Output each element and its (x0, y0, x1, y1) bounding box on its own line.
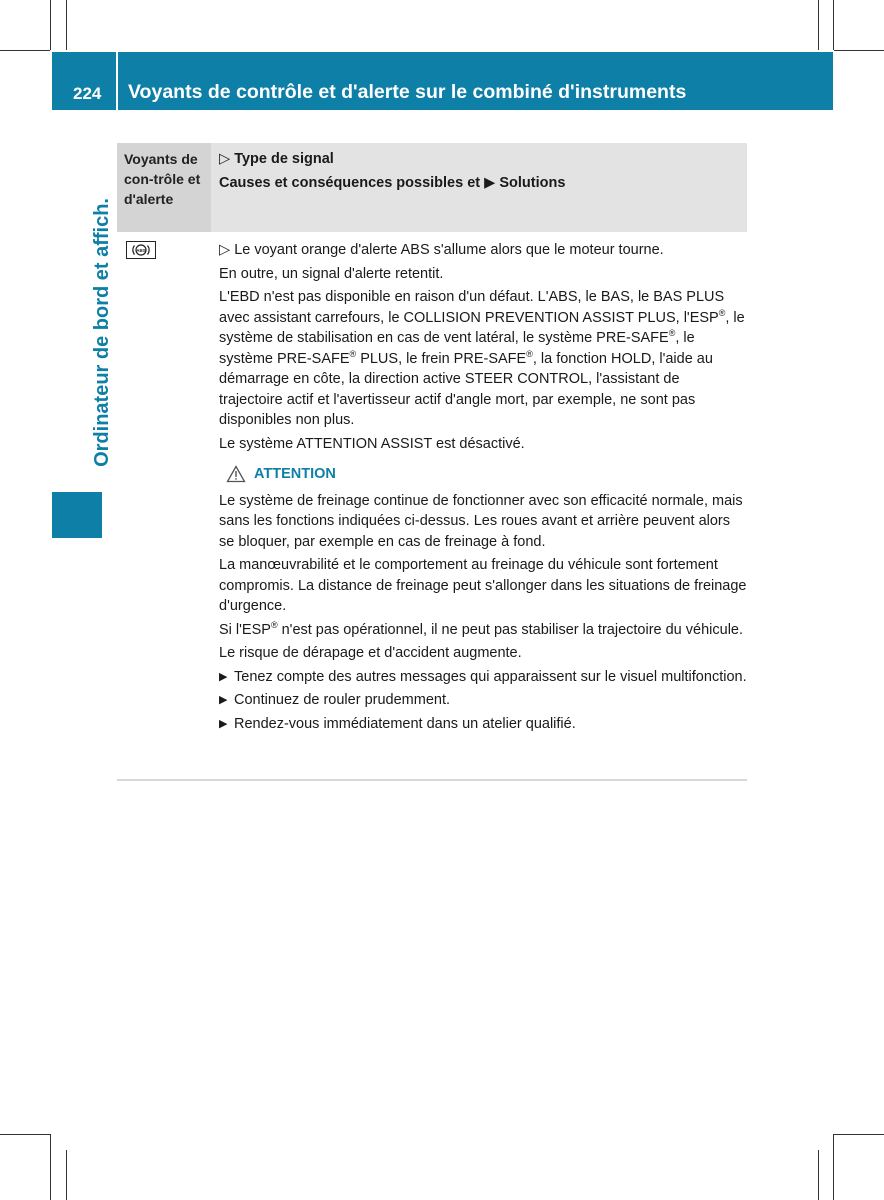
outline-triangle-icon: ▷ (219, 242, 231, 258)
crop-mark (834, 50, 884, 51)
solid-triangle-icon: ▶ (484, 175, 496, 191)
paragraph-ebd: L'EBD n'est pas disponible en raison d'un défaut. L'ABS, le BAS, le BAS PLUS avec assistant carrefours, le COLLISION PREVENTION ASSIST PLUS, l'ESP®, le système de stabilisation en cas de vent latéral, le système PRE-SAFE®, le système PRE-SAFE® PLUS, le frein PRE-SAFE®, la fonction HOLD, l'aide au démarrage en côte, la direction active STEER CONTROL, l'assistant de trajectoire actif et l'avertisseur actif d'angle mort, par exemple, ne sont pas disponibles non plus. (219, 289, 745, 428)
signal-line: ▷ Le voyant orange d'alerte ABS s'allume alors que le moteur tourne. (219, 242, 664, 258)
bullet-triangle-icon: ▶ (219, 694, 228, 706)
list-item: ▶ Continuez de rouler prudemment. (219, 690, 747, 711)
warning-triangle-icon (226, 465, 246, 483)
side-tab (52, 492, 102, 538)
table-bottom-rule (117, 779, 747, 781)
abs-warning-icon (126, 241, 156, 259)
crop-mark (66, 0, 67, 50)
crop-mark (818, 0, 819, 50)
row-content (219, 240, 747, 737)
column-header-voyants: Voyants de con-trôle et d'alerte (124, 151, 201, 207)
crop-mark (0, 50, 50, 51)
attention-paragraph: La manœuvrabilité et le comportement au freinage du véhicule sont fortement compromis. La distance de freinage peut s'allonger dans les situations de freinage d'urgence. (219, 557, 747, 614)
page-number: 224 (73, 84, 102, 103)
attention-heading: ATTENTION (226, 464, 747, 485)
crop-mark (66, 1150, 67, 1200)
paragraph: Le système ATTENTION ASSIST est désactivé. (219, 435, 525, 452)
crop-mark (834, 1134, 884, 1135)
svg-text:ABS: ABS (136, 248, 146, 253)
crop-mark (50, 0, 51, 50)
column-header-causes: Causes et conséquences possibles et ▶ Solutions (219, 175, 566, 191)
list-item: ▶ Tenez compte des autres messages qui apparaissent sur le visuel multifonction. (219, 667, 747, 688)
column-header-signal: ▷ Type de signal (219, 151, 334, 167)
crop-mark (818, 1150, 819, 1200)
header-separator (116, 52, 118, 110)
bullet-triangle-icon: ▶ (219, 670, 228, 683)
chapter-title: Voyants de contrôle et d'alerte sur le combiné d'instruments (128, 81, 687, 103)
attention-paragraph: Le système de freinage continue de fonctionner avec son efficacité normale, mais sans les fonctions indiquées ci-dessus. Les roues avant et arrière peuvent alors se bloquer, par exemple en cas de freinage à fond. (219, 492, 743, 550)
bullet-triangle-icon: ▶ (219, 717, 228, 730)
crop-mark (0, 1134, 50, 1135)
side-section-label: Ordinateur de bord et affich. (91, 198, 113, 467)
attention-paragraph: Le risque de dérapage et d'accident augmente. (219, 645, 522, 661)
outline-triangle-icon: ▷ (219, 151, 231, 167)
list-item: ▶ Rendez-vous immédiatement dans un atelier qualifié. (219, 714, 747, 735)
attention-paragraph: Si l'ESP® n'est pas opérationnel, il ne peut pas stabiliser la trajectoire du véhicule. (219, 619, 744, 638)
paragraph: En outre, un signal d'alerte retentit. (219, 265, 444, 282)
crop-mark (50, 1134, 51, 1200)
crop-mark (833, 1134, 834, 1200)
crop-mark (833, 0, 834, 50)
